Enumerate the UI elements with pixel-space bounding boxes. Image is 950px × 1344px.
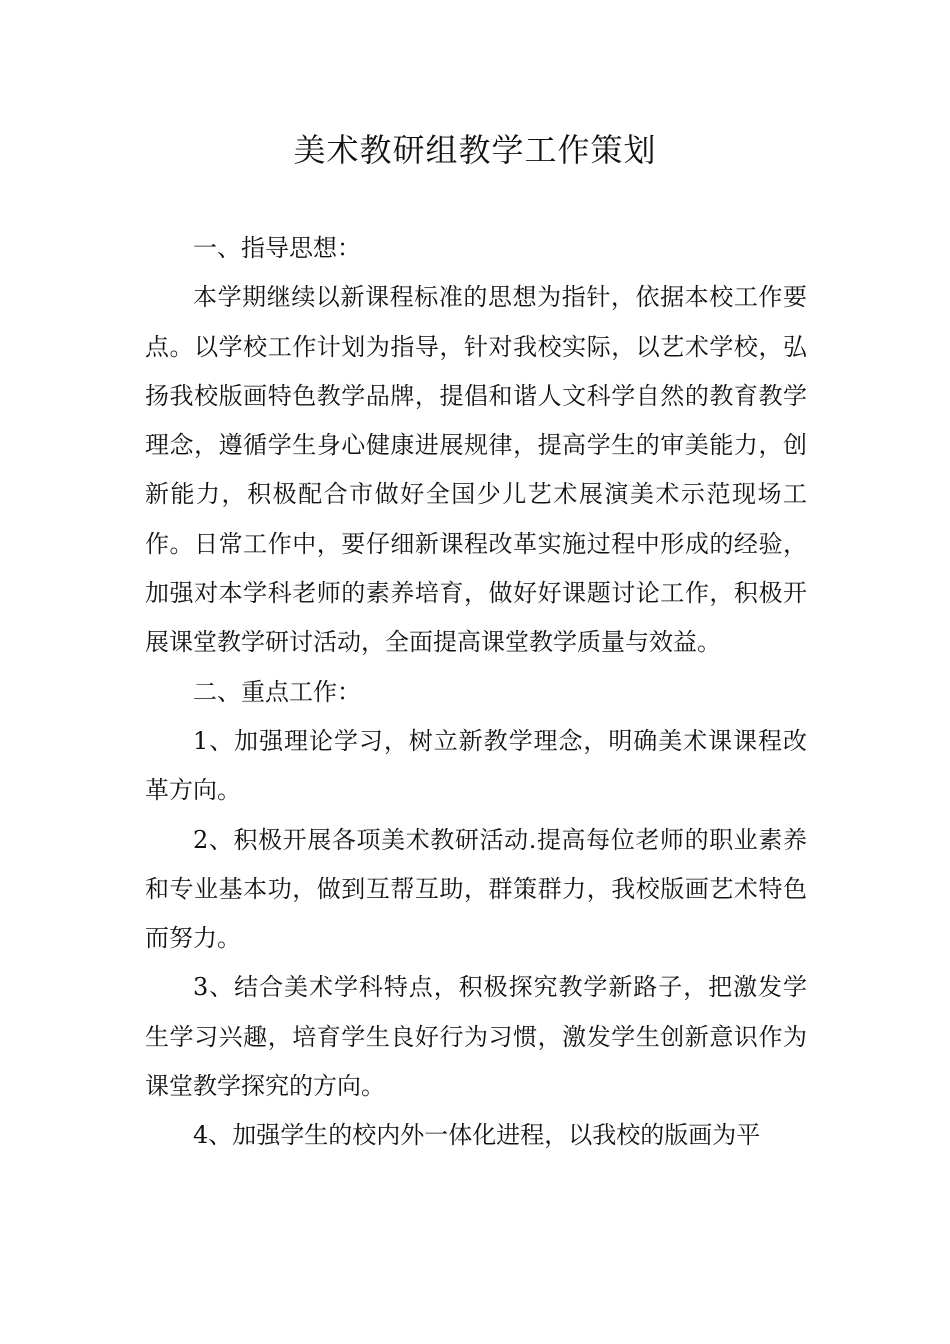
document-title: 美术教研组教学工作策划	[293, 131, 657, 169]
paragraph-guiding-thought: 本学期继续以新课程标准的思想为指针，依据本校工作要点。以学校工作计划为指导，针对我校实际，以艺术学校，弘扬我校版画特色教学品牌，提倡和谐人文科学自然的教育教学理念，遵循学生身心健康进展规律，提高学生的审美能力，创新能力，积极配合市做好全国少儿艺术展演美术示范现场工作。日常工作中，要仔细新课程改革实施过程中形成的经验，加强对本学科老师的素养培育，做好好课题讨论工作，积极开展课堂教学研讨活动，全面提高课堂教学质量与效益。	[145, 283, 807, 657]
list-item-2: 2、积极开展各项美术教研活动.提高每位老师的职业素养和专业基本功，做到互帮互助，群策群力，我校版画艺术特色而努力。	[145, 825, 807, 953]
list-item-3: 3、结合美术学科特点，积极探究教学新路子，把激发学生学习兴趣，培育学生良好行为习惯，激发学生创新意识作为课堂教学探究的方向。	[145, 973, 807, 1101]
list-item-1: 1、加强理论学习，树立新教学理念，明确美术课课程改革方向。	[145, 726, 807, 805]
document-body	[145, 224, 807, 1161]
section-heading-guiding-thought: 一、指导思想：	[193, 234, 361, 262]
section-heading-key-work: 二、重点工作：	[193, 677, 361, 706]
list-item-4: 4、加强学生的校内外一体化进程，以我校的版画为平	[193, 1121, 761, 1150]
